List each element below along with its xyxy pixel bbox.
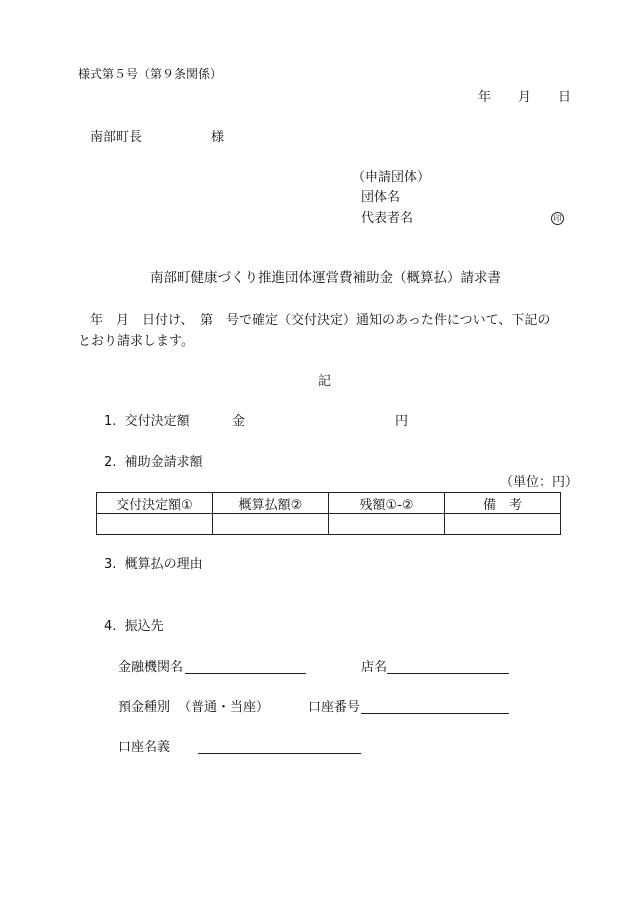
item1-label: 1. 交付決定額 <box>104 414 190 429</box>
seal-mark: 印 <box>551 212 564 225</box>
unit-note: （単位：円） <box>500 475 579 490</box>
col-header-remarks: 備 考 <box>445 493 561 514</box>
item3-label: 3. 概算払の理由 <box>104 557 203 572</box>
table-row <box>97 514 561 535</box>
col-header-advance-amount: 概算払額② <box>213 493 329 514</box>
addressee-name: 南部町長 <box>90 130 143 145</box>
amounts-table <box>96 492 561 535</box>
date-month: 月 <box>518 90 532 105</box>
account-holder-label: 口座名義 <box>118 740 171 755</box>
bank-name-line <box>185 673 306 674</box>
document-title: 南部町健康づくり推進団体運営費補助金（概算払）請求書 <box>150 270 501 286</box>
col-header-balance: 残額①-② <box>329 493 445 514</box>
form-number: 様式第５号（第９条関係） <box>78 67 223 81</box>
cell-balance <box>329 514 445 535</box>
account-type-label: 預金種別 <box>118 700 171 715</box>
cell-remarks <box>445 514 561 535</box>
bank-name-label: 金融機関名 <box>118 660 184 675</box>
cell-advance-amount <box>213 514 329 535</box>
applicant-header: （申請団体） <box>352 170 431 185</box>
addressee-honorific: 様 <box>211 130 225 145</box>
org-name-label: 団体名 <box>361 190 401 205</box>
branch-name-label: 店名 <box>361 660 388 675</box>
account-holder-line <box>198 753 361 754</box>
account-number-line <box>361 713 509 714</box>
date-year: 年 <box>478 90 492 105</box>
body-line-2: とおり請求します。 <box>78 334 194 349</box>
cell-decided-amount <box>97 514 213 535</box>
item2-label: 2. 補助金請求額 <box>104 455 203 470</box>
representative-label: 代表者名 <box>361 211 414 226</box>
col-header-decided-amount: 交付決定額① <box>97 493 213 514</box>
date-day: 日 <box>558 90 572 105</box>
table-header-row <box>97 493 561 514</box>
account-number-label: 口座番号 <box>308 700 361 715</box>
item1-yen: 円 <box>395 414 409 429</box>
body-line-1: 年 月 日付け、 第 号で確定（交付決定）通知のあった件について、下記の <box>90 313 551 328</box>
account-type-options: （普通・当座） <box>178 700 270 715</box>
item1-kin: 金 <box>232 414 246 429</box>
branch-name-line <box>387 673 509 674</box>
ki-heading: 記 <box>318 374 332 389</box>
item4-label: 4. 振込先 <box>104 619 164 634</box>
